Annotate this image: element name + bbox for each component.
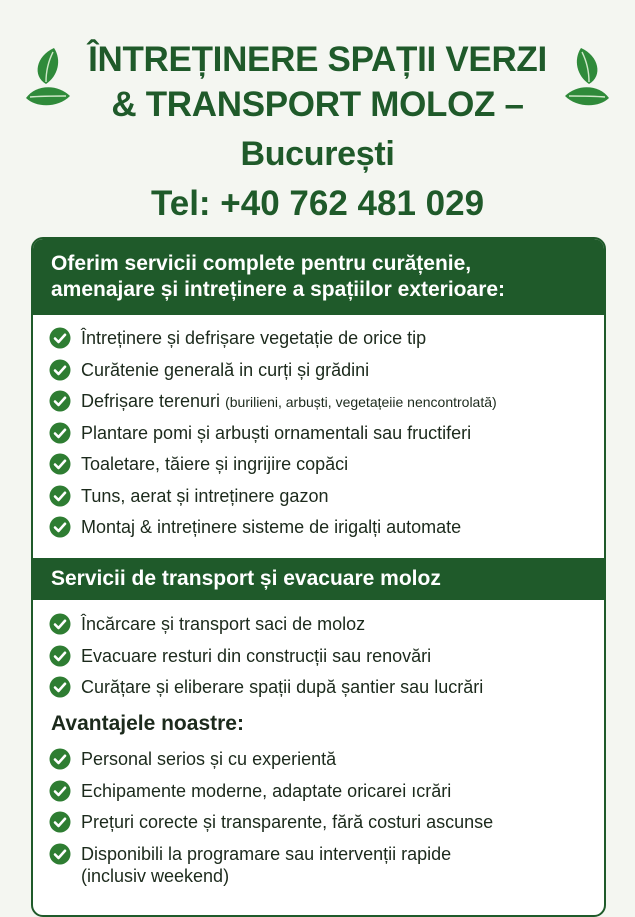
- header: [0, 0, 635, 235]
- title-city: București: [240, 135, 395, 173]
- item-text: Plantare pomi și arbuști ornamentali sau fructiferi: [81, 422, 472, 443]
- list-item: [49, 645, 594, 677]
- leaf-icon: [561, 46, 611, 116]
- list-item: [49, 359, 594, 391]
- leaf-icon: [24, 46, 74, 116]
- list-item: [49, 811, 594, 843]
- check-circle-icon: [49, 843, 71, 865]
- check-circle-icon: [49, 780, 71, 802]
- list-item: [49, 780, 594, 812]
- heading-line-2: amenajare și intreținere a spațiilor exterioare:: [51, 278, 506, 301]
- list-item: [49, 516, 594, 548]
- list-item: [49, 748, 594, 780]
- check-circle-icon: [49, 676, 71, 698]
- item-text: [81, 843, 451, 887]
- item-text: Prețuri corecte și transparente, fără costuri ascunse: [81, 812, 494, 832]
- list-item: [49, 843, 594, 897]
- list-item: [49, 485, 594, 517]
- item-text: Montaj & intreținere sisteme de irigalți automate: [81, 517, 462, 537]
- check-circle-icon: [49, 645, 71, 667]
- list-item: [49, 613, 594, 645]
- list-item: [49, 422, 594, 454]
- services-list: [49, 327, 594, 548]
- check-circle-icon: [49, 613, 71, 635]
- title-line-2: & TRANSPORT MOLOZ –: [111, 85, 524, 124]
- item-text: Curătenie generală in curți și grădini: [81, 359, 370, 380]
- advantages-list: [49, 748, 594, 897]
- check-circle-icon: [49, 453, 71, 475]
- check-circle-icon: [49, 516, 71, 538]
- advantages-heading: Avantajele noastre:: [51, 712, 244, 735]
- section-heading-services: [33, 239, 604, 315]
- item-text: Întreținere și defrișare vegetație de orice tip: [81, 328, 427, 348]
- check-circle-icon: [49, 485, 71, 507]
- list-item: [49, 390, 594, 422]
- item-text: Încărcare și transport saci de moloz: [81, 614, 366, 634]
- list-item: [49, 453, 594, 485]
- check-circle-icon: [49, 390, 71, 412]
- item-text: Tuns, aerat și intreținere gazon: [81, 485, 329, 506]
- check-circle-icon: [49, 359, 71, 381]
- check-circle-icon: [49, 327, 71, 349]
- list-item: [49, 676, 594, 708]
- item-line-2: (inclusiv weekend): [81, 865, 230, 886]
- item-note: (burilieni, arbuști, vegetațeiie nencontrolată): [225, 394, 497, 410]
- item-text: Evacuare resturi din construcții sau renovări: [81, 645, 432, 666]
- check-circle-icon: [49, 748, 71, 770]
- item-text: Toaletare, tăiere și ingrijire copăci: [81, 454, 349, 474]
- title-line-1: ÎNTREȚINERE SPAȚII VERZI: [88, 40, 547, 79]
- check-circle-icon: [49, 422, 71, 444]
- services-card: [31, 237, 606, 917]
- heading-line-1: Oferim servicii complete pentru curățenie,: [51, 252, 472, 275]
- section-heading-transport: Servicii de transport și evacuare moloz: [33, 558, 604, 600]
- transport-list: [49, 613, 594, 708]
- item-line-1: Disponibili la programare sau intervenții rapide: [81, 843, 452, 864]
- item-text: Personal serios și cu experientă: [81, 749, 337, 769]
- check-circle-icon: [49, 811, 71, 833]
- item-text: [81, 390, 497, 413]
- item-text: Curățare și eliberare spații după șantier sau lucrări: [81, 677, 484, 697]
- list-item: [49, 327, 594, 359]
- item-main-text: Defrișare terenuri: [81, 391, 221, 411]
- phone-number[interactable]: Tel: +40 762 481 029: [150, 184, 485, 223]
- item-text: Echipamente moderne, adaptate oricarei ıcrări: [81, 780, 452, 801]
